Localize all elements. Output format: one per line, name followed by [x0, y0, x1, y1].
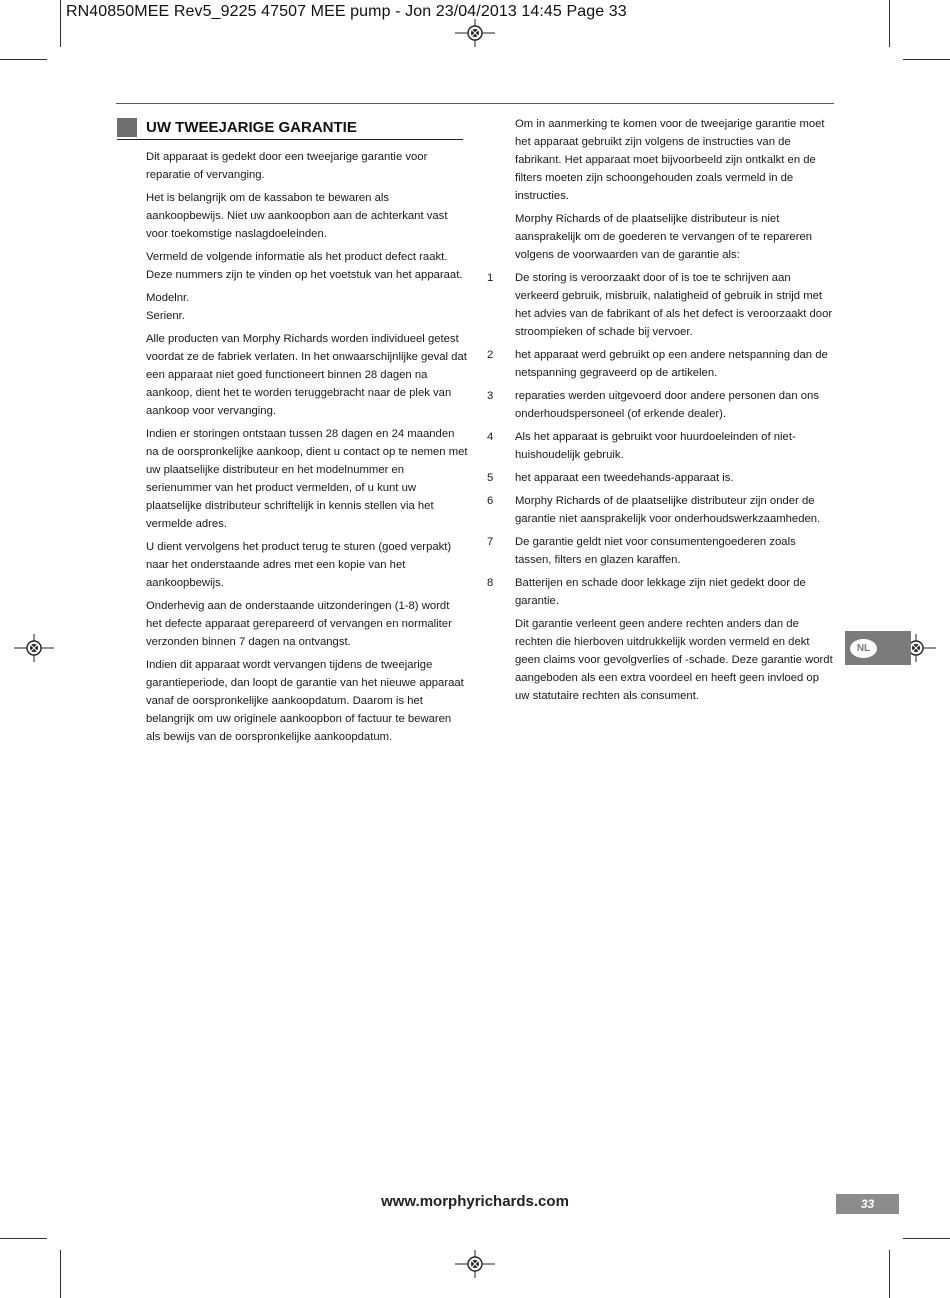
list-number: 1 — [487, 272, 494, 284]
list-number: 8 — [487, 577, 494, 589]
list-text: De garantie geldt niet voor consumentengoederen zoals tassen, filters en glazen karaffen. — [515, 536, 796, 566]
crop-mark — [903, 1238, 950, 1239]
crop-mark — [0, 59, 47, 60]
exceptions-list — [487, 269, 835, 610]
list-text: het apparaat werd gebruikt op een andere netspanning dan de netspanning gegraveerd op de artikelen. — [515, 349, 828, 379]
list-number: 4 — [487, 431, 494, 443]
crop-mark — [60, 1250, 61, 1298]
top-rule — [116, 103, 834, 104]
list-text: Batterijen en schade door lekkage zijn niet gedekt door de garantie. — [515, 577, 806, 607]
list-text: reparaties werden uitgevoerd door andere personen dan ons onderhoudspersoneel (of erkende dealer). — [515, 390, 819, 420]
closing-paragraph: Dit garantie verleent geen andere rechten anders dan de rechten die hierboven uitdrukkelijk worden vermeld en dekt geen claims voor gevolgverlies of -schade. Deze garantie wordt aangeboden als een extra voordeel en heeft geen invloed op uw statutaire rechten als consument. — [515, 618, 833, 702]
registration-mark-icon — [14, 634, 54, 662]
paragraph: U dient vervolgens het product terug te sturen (goed verpakt) naar het onderstaande adres met een kopie van het aankoopbewijs. — [146, 541, 452, 589]
list-item — [487, 346, 835, 382]
crop-mark — [889, 0, 890, 47]
paragraph: Alle producten van Morphy Richards worden individueel getest voordat ze de fabriek verlaten. In het onwaarschijnlijke geval dat een apparaat niet goed functioneert binnen 28 dagen na aankoop, dient het te worden teruggebracht naar de plek van aankoop voor vervanging. — [146, 333, 467, 417]
paragraph: Indien er storingen ontstaan tussen 28 dagen en 24 maanden na de oorspronkelijke aankoop, dient u contact op te nemen met uw plaatselijke distributeur en het modelnummer en serienummer van het product vermelden, of u kunt uw plaatselijke distributeur schriftelijk in kennis stellen via het vermelde adres. — [146, 428, 468, 530]
crop-mark — [0, 1238, 47, 1239]
list-item — [487, 533, 835, 569]
list-number: 7 — [487, 536, 494, 548]
list-text: Morphy Richards of de plaatselijke distributeur zijn onder de garantie niet aansprakelijk voor onderhoudswerkzaamheden. — [515, 495, 821, 525]
list-text: het apparaat een tweedehands-apparaat is. — [515, 472, 734, 484]
list-text: Als het apparaat is gebruikt voor huurdoeleinden of niet-huishoudelijk gebruik. — [515, 431, 796, 461]
paragraph: Indien dit apparaat wordt vervangen tijdens de tweejarige garantieperiode, dan loopt de garantie van het nieuwe apparaat vanaf de oorspronkelijke aankoopdatum. Daarom is het belangrijk om uw originele aankoopbon of factuur te bewaren als bewijs van de oorspronkelijke aankoopdatum. — [146, 659, 464, 743]
paragraph: Dit apparaat is gedekt door een tweejarige garantie voor reparatie of vervanging. — [146, 151, 428, 181]
list-item — [487, 428, 835, 464]
list-item — [487, 387, 835, 423]
right-column — [487, 115, 835, 710]
crop-mark — [889, 1250, 890, 1298]
print-slug: RN40850MEE Rev5_9225 47507 MEE pump - Jon 23/04/2013 14:45 Page 33 — [66, 3, 627, 20]
list-item — [487, 492, 835, 528]
heading-block — [117, 118, 137, 137]
list-item — [487, 469, 835, 487]
list-number: 3 — [487, 390, 494, 402]
page-number: 33 — [836, 1194, 899, 1214]
list-number: 6 — [487, 495, 494, 507]
website-url: www.morphyrichards.com — [381, 1193, 569, 1210]
registration-mark-icon — [455, 1250, 495, 1278]
left-column — [146, 148, 468, 751]
paragraph: Morphy Richards of de plaatselijke distributeur is niet aansprakelijk om de goederen te vervangen of te repareren volgens de voorwaarden van de garantie als: — [515, 213, 813, 261]
paragraph: Vermeld de volgende informatie als het product defect raakt. Deze nummers zijn te vinden op het voetstuk van het apparaat. — [146, 251, 463, 281]
paragraph: Om in aanmerking te komen voor de tweejarige garantie moet het apparaat gebruikt zijn volgens de instructies van de fabrikant. Het apparaat moet bijvoorbeeld zijn ontkalkt en de filters moeten zijn schoongehouden zoals vermeld in de instructies. — [515, 118, 825, 202]
model-number-text: Modelnr. — [146, 292, 190, 304]
page-title: UW TWEEJARIGE GARANTIE — [146, 119, 357, 136]
section-heading — [117, 118, 463, 140]
language-tab — [845, 631, 911, 665]
crop-mark — [903, 59, 950, 60]
list-item — [487, 269, 835, 341]
serial-number-text: Serienr. — [146, 310, 185, 322]
list-item — [487, 574, 835, 610]
list-number: 2 — [487, 349, 494, 361]
list-number: 5 — [487, 472, 494, 484]
paragraph: Het is belangrijk om de kassabon te bewaren als aankoopbewijs. Niet uw aankoopbon aan de achterkant vast voor toekomstige naslagdoeleinden. — [146, 192, 448, 240]
paragraph: Onderhevig aan de onderstaande uitzonderingen (1-8) wordt het defecte apparaat gerepareerd of vervangen en normaliter verzonden binnen 7 dagen na ontvangst. — [146, 600, 452, 648]
model-number-label — [146, 289, 468, 325]
list-text: De storing is veroorzaakt door of is toe te schrijven aan verkeerd gebruik, misbruik, nalatigheid of gebruik in strijd met het advies van de fabrikant of als het defect is veroorzaakt door stroompieken of schade bij vervoer. — [515, 272, 833, 338]
registration-mark-icon — [455, 19, 495, 47]
language-label: NL — [850, 639, 877, 658]
crop-mark — [60, 0, 61, 47]
